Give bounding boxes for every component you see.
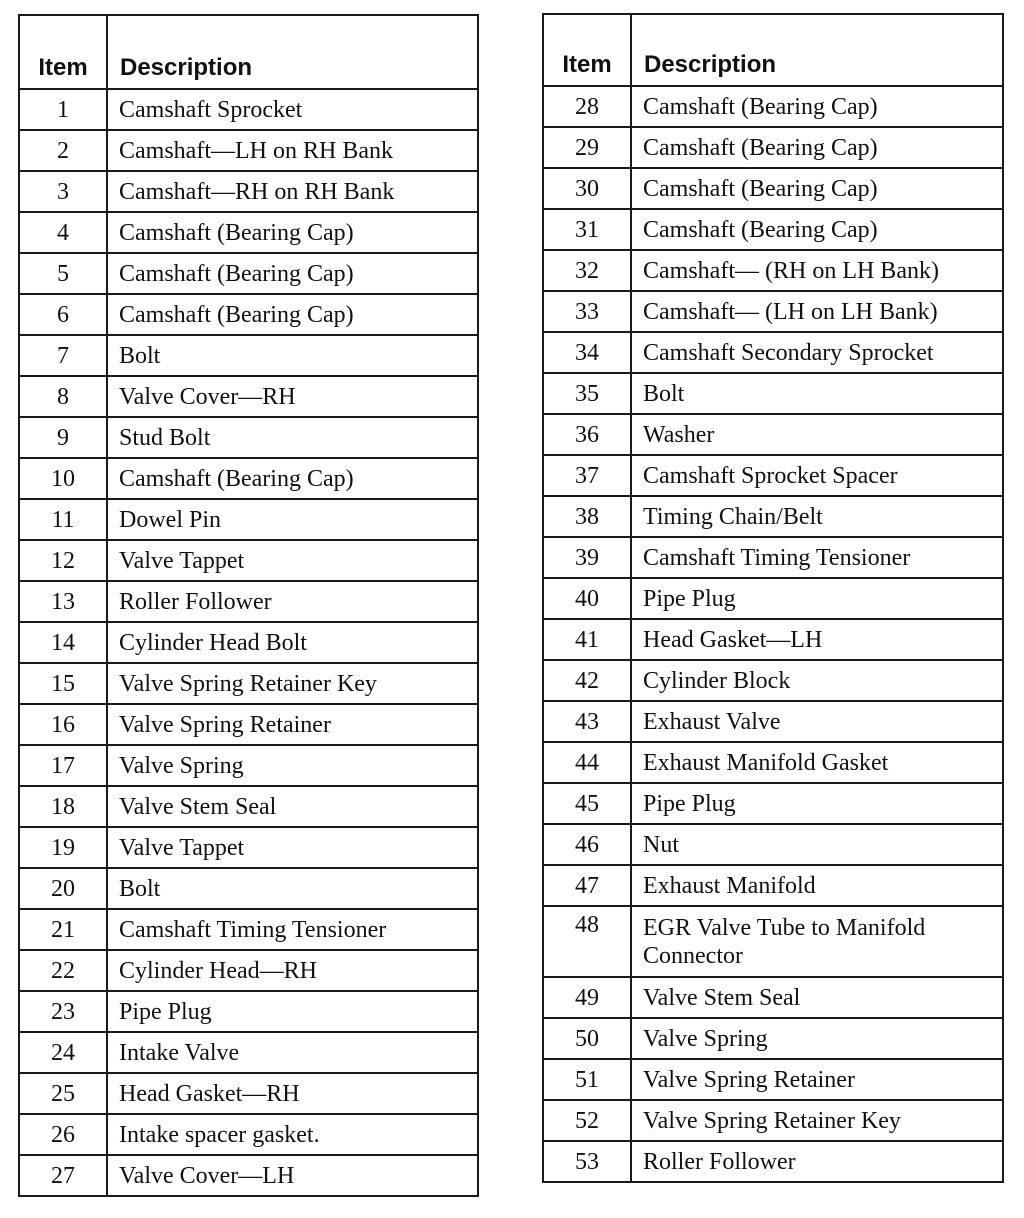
description-cell: Camshaft Timing Tensioner (631, 537, 1003, 578)
item-number-cell: 13 (19, 581, 107, 622)
description-cell: Camshaft Secondary Sprocket (631, 332, 1003, 373)
item-number-cell: 4 (19, 212, 107, 253)
description-cell: Valve Cover—LH (107, 1155, 478, 1196)
table-row (543, 537, 1003, 578)
table-row (543, 619, 1003, 660)
description-cell: Bolt (107, 335, 478, 376)
item-number-cell: 37 (543, 455, 631, 496)
parts-table-left (18, 14, 479, 1197)
item-number-cell: 43 (543, 701, 631, 742)
description-cell: Washer (631, 414, 1003, 455)
table-row (543, 496, 1003, 537)
item-number-cell: 34 (543, 332, 631, 373)
description-cell: Roller Follower (107, 581, 478, 622)
description-cell: Nut (631, 824, 1003, 865)
description-cell: Head Gasket—RH (107, 1073, 478, 1114)
item-number-cell: 40 (543, 578, 631, 619)
table-row (543, 209, 1003, 250)
item-number-cell: 17 (19, 745, 107, 786)
table-row (19, 581, 478, 622)
parts-table-right (542, 13, 1004, 1183)
item-number-cell: 50 (543, 1018, 631, 1059)
table-row (19, 704, 478, 745)
table-row (543, 168, 1003, 209)
item-number-cell: 21 (19, 909, 107, 950)
table-row (543, 250, 1003, 291)
description-cell: Camshaft Timing Tensioner (107, 909, 478, 950)
table-row (19, 171, 478, 212)
description-cell: Camshaft— (RH on LH Bank) (631, 250, 1003, 291)
item-number-cell: 6 (19, 294, 107, 335)
description-cell: Valve Spring Retainer Key (631, 1100, 1003, 1141)
table-row (19, 212, 478, 253)
description-cell: Timing Chain/Belt (631, 496, 1003, 537)
item-number-cell: 5 (19, 253, 107, 294)
item-number-cell: 25 (19, 1073, 107, 1114)
table-row (19, 1114, 478, 1155)
description-cell: Camshaft (Bearing Cap) (107, 294, 478, 335)
description-cell: Valve Spring (107, 745, 478, 786)
description-cell: Cylinder Head Bolt (107, 622, 478, 663)
description-cell: Pipe Plug (631, 783, 1003, 824)
table-body (19, 89, 478, 1196)
item-number-cell: 45 (543, 783, 631, 824)
item-number-cell: 52 (543, 1100, 631, 1141)
description-cell: Valve Cover—RH (107, 376, 478, 417)
table-row (19, 745, 478, 786)
table-row (543, 373, 1003, 414)
table-row (543, 660, 1003, 701)
table-row (19, 622, 478, 663)
item-number-cell: 53 (543, 1141, 631, 1182)
table-row (19, 89, 478, 130)
item-number-cell: 36 (543, 414, 631, 455)
table-row (543, 1059, 1003, 1100)
table-body (543, 86, 1003, 1182)
table-row (19, 1155, 478, 1196)
item-number-cell: 49 (543, 977, 631, 1018)
description-cell: Camshaft Sprocket Spacer (631, 455, 1003, 496)
header-row (19, 15, 478, 89)
table-row (19, 868, 478, 909)
item-number-cell: 38 (543, 496, 631, 537)
table-row (543, 1100, 1003, 1141)
description-cell: Valve Spring (631, 1018, 1003, 1059)
table-row (19, 294, 478, 335)
item-number-cell: 14 (19, 622, 107, 663)
item-number-cell: 48 (543, 906, 631, 977)
item-number-cell: 31 (543, 209, 631, 250)
item-number-cell: 12 (19, 540, 107, 581)
item-number-cell: 7 (19, 335, 107, 376)
table-row (543, 578, 1003, 619)
item-number-cell: 24 (19, 1032, 107, 1073)
table-row (19, 376, 478, 417)
table-row (19, 458, 478, 499)
description-cell: Camshaft (Bearing Cap) (631, 86, 1003, 127)
table-row (543, 414, 1003, 455)
table-row (543, 865, 1003, 906)
item-number-cell: 44 (543, 742, 631, 783)
table-row (543, 783, 1003, 824)
item-number-cell: 28 (543, 86, 631, 127)
description-cell: Valve Spring Retainer (107, 704, 478, 745)
description-cell: Camshaft (Bearing Cap) (107, 212, 478, 253)
table-header (543, 14, 1003, 86)
item-number-cell: 18 (19, 786, 107, 827)
table-row (543, 906, 1003, 977)
header-row (543, 14, 1003, 86)
table-row (543, 701, 1003, 742)
description-cell: Bolt (107, 868, 478, 909)
description-cell: Camshaft Sprocket (107, 89, 478, 130)
item-number-cell: 19 (19, 827, 107, 868)
table-row (19, 335, 478, 376)
description-cell: Head Gasket—LH (631, 619, 1003, 660)
item-number-cell: 35 (543, 373, 631, 414)
description-column-header: Description (107, 15, 478, 89)
item-number-cell: 3 (19, 171, 107, 212)
item-number-cell: 2 (19, 130, 107, 171)
description-cell: Pipe Plug (631, 578, 1003, 619)
description-cell: Cylinder Head—RH (107, 950, 478, 991)
item-number-cell: 32 (543, 250, 631, 291)
description-cell: Valve Stem Seal (107, 786, 478, 827)
table-row (19, 1073, 478, 1114)
table-row (19, 827, 478, 868)
description-cell: Bolt (631, 373, 1003, 414)
table-row (19, 786, 478, 827)
table-row (543, 332, 1003, 373)
item-number-cell: 11 (19, 499, 107, 540)
item-number-cell: 15 (19, 663, 107, 704)
item-number-cell: 8 (19, 376, 107, 417)
item-number-cell: 23 (19, 991, 107, 1032)
table-row (19, 130, 478, 171)
item-number-cell: 20 (19, 868, 107, 909)
description-cell: Camshaft (Bearing Cap) (631, 168, 1003, 209)
item-number-cell: 9 (19, 417, 107, 458)
item-number-cell: 47 (543, 865, 631, 906)
description-column-header: Description (631, 14, 1003, 86)
item-number-cell: 39 (543, 537, 631, 578)
table-row (543, 291, 1003, 332)
description-cell: Valve Tappet (107, 540, 478, 581)
description-cell: Camshaft—LH on RH Bank (107, 130, 478, 171)
description-cell: Camshaft (Bearing Cap) (631, 127, 1003, 168)
table-row (19, 991, 478, 1032)
table-row (543, 824, 1003, 865)
item-number-cell: 41 (543, 619, 631, 660)
description-cell: Roller Follower (631, 1141, 1003, 1182)
description-cell: Stud Bolt (107, 417, 478, 458)
table-row (543, 455, 1003, 496)
item-number-cell: 16 (19, 704, 107, 745)
description-cell: Valve Tappet (107, 827, 478, 868)
item-number-cell: 42 (543, 660, 631, 701)
item-number-cell: 26 (19, 1114, 107, 1155)
item-number-cell: 27 (19, 1155, 107, 1196)
table-row (543, 977, 1003, 1018)
item-number-cell: 30 (543, 168, 631, 209)
table-row (543, 742, 1003, 783)
table-row (19, 950, 478, 991)
table-row (19, 499, 478, 540)
item-column-header: Item (19, 15, 107, 89)
description-cell: Exhaust Valve (631, 701, 1003, 742)
description-cell: Exhaust Manifold (631, 865, 1003, 906)
description-cell: Dowel Pin (107, 499, 478, 540)
table-row (19, 909, 478, 950)
description-cell: Camshaft— (LH on LH Bank) (631, 291, 1003, 332)
description-cell: Camshaft (Bearing Cap) (631, 209, 1003, 250)
item-number-cell: 10 (19, 458, 107, 499)
item-number-cell: 51 (543, 1059, 631, 1100)
description-cell: Valve Stem Seal (631, 977, 1003, 1018)
item-number-cell: 46 (543, 824, 631, 865)
description-cell: Cylinder Block (631, 660, 1003, 701)
table-row (19, 253, 478, 294)
table-row (19, 540, 478, 581)
table-row (543, 1141, 1003, 1182)
table-row (543, 1018, 1003, 1059)
description-cell: Exhaust Manifold Gasket (631, 742, 1003, 783)
item-number-cell: 22 (19, 950, 107, 991)
description-cell: Camshaft (Bearing Cap) (107, 253, 478, 294)
item-number-cell: 33 (543, 291, 631, 332)
description-cell: Valve Spring Retainer (631, 1059, 1003, 1100)
table-row (543, 127, 1003, 168)
table-header (19, 15, 478, 89)
item-number-cell: 1 (19, 89, 107, 130)
description-cell: Pipe Plug (107, 991, 478, 1032)
description-cell: Valve Spring Retainer Key (107, 663, 478, 704)
table-row (543, 86, 1003, 127)
table-row (19, 1032, 478, 1073)
description-cell: Intake Valve (107, 1032, 478, 1073)
item-number-cell: 29 (543, 127, 631, 168)
table-row (19, 417, 478, 458)
description-cell: EGR Valve Tube to Manifold Connector (631, 906, 1003, 977)
description-cell: Intake spacer gasket. (107, 1114, 478, 1155)
item-column-header: Item (543, 14, 631, 86)
description-cell: Camshaft—RH on RH Bank (107, 171, 478, 212)
table-row (19, 663, 478, 704)
description-cell: Camshaft (Bearing Cap) (107, 458, 478, 499)
